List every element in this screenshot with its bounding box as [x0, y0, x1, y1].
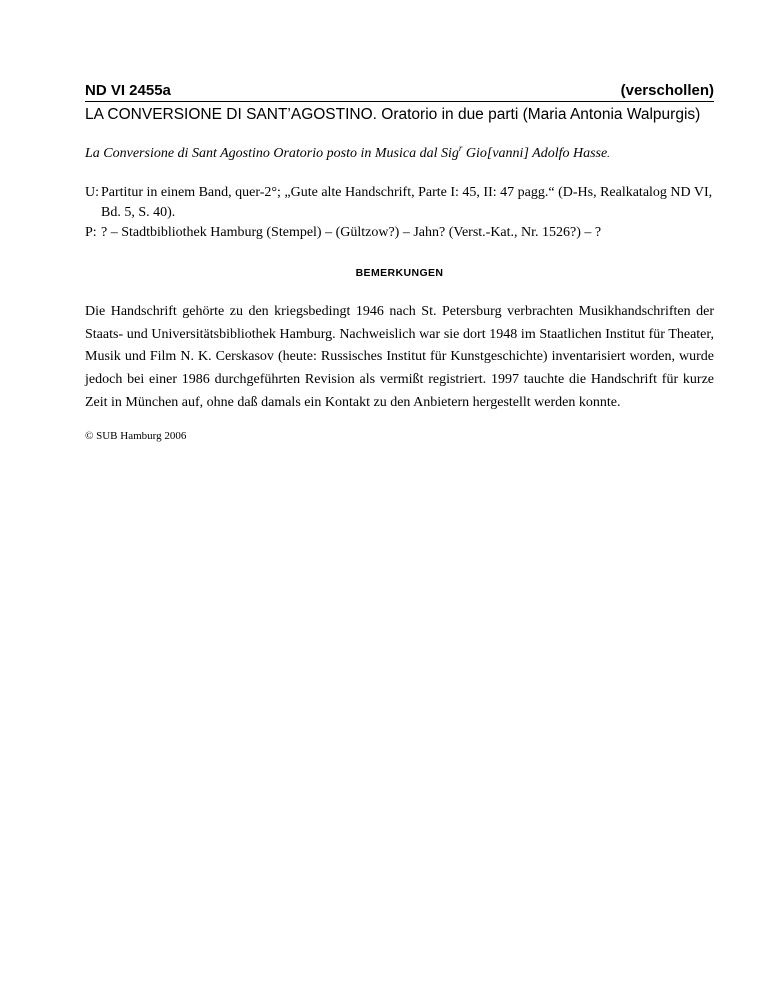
record-header	[85, 82, 714, 102]
meta-key-u: U:	[85, 185, 99, 200]
meta-line-u	[85, 183, 714, 223]
document-page	[85, 82, 714, 442]
meta-key-p: P:	[85, 225, 97, 240]
incipit-end: .	[607, 149, 610, 160]
meta-value-p: ? – Stadtbibliothek Hamburg (Stempel) – (Gültzow?) – Jahn? (Verst.-Kat., Nr. 1526?) – ?	[101, 225, 602, 240]
meta-line-p	[85, 223, 714, 243]
shelfmark: ND VI 2455a	[85, 82, 171, 99]
title-incipit	[85, 145, 714, 164]
meta-value-u: Partitur in einem Band, quer-2°; „Gute alte Handschrift, Parte I: 45, II: 47 pagg.“ (D-Hs, Realkatalog ND VI, Bd. 5, S. 40).	[101, 185, 713, 220]
remarks-heading: BEMERKUNGEN	[355, 267, 444, 279]
status-label: (verschollen)	[620, 82, 714, 99]
incipit-superscript: r	[458, 143, 463, 153]
remarks-paragraph: Die Handschrift gehörte zu den kriegsbedingt 1946 nach St. Petersburg verbrachten Musikhandschriften der Staats- und Universitätsbibliothek Hamburg. Nachweislich war sie dort 1948 im Staatlichen Institut für Theater, Musik und Film N. K. Cerskasov (heute: Russisches Institut für Kunstgeschichte) inventarisiert worden, wurde jedoch bei einer 1986 durchgeführten Revision als vermißt registriert. 1997 tauchte die Handschrift für kurze Zeit in München auf, ohne daß damals ein Kontakt zu den Anbietern hergestellt werden konnte.	[85, 304, 714, 410]
work-title: LA CONVERSIONE DI SANT’AGOSTINO. Oratorio in due parti (Maria Antonia Walpurgis)	[85, 106, 701, 123]
incipit-text-after: Gio[vanni] Adolfo Hasse	[462, 146, 608, 161]
incipit-text-before: La Conversione di Sant Agostino Oratorio posto in Musica dal Sig	[85, 146, 459, 161]
copyright-notice: © SUB Hamburg 2006	[85, 429, 187, 442]
source-description	[85, 183, 714, 243]
